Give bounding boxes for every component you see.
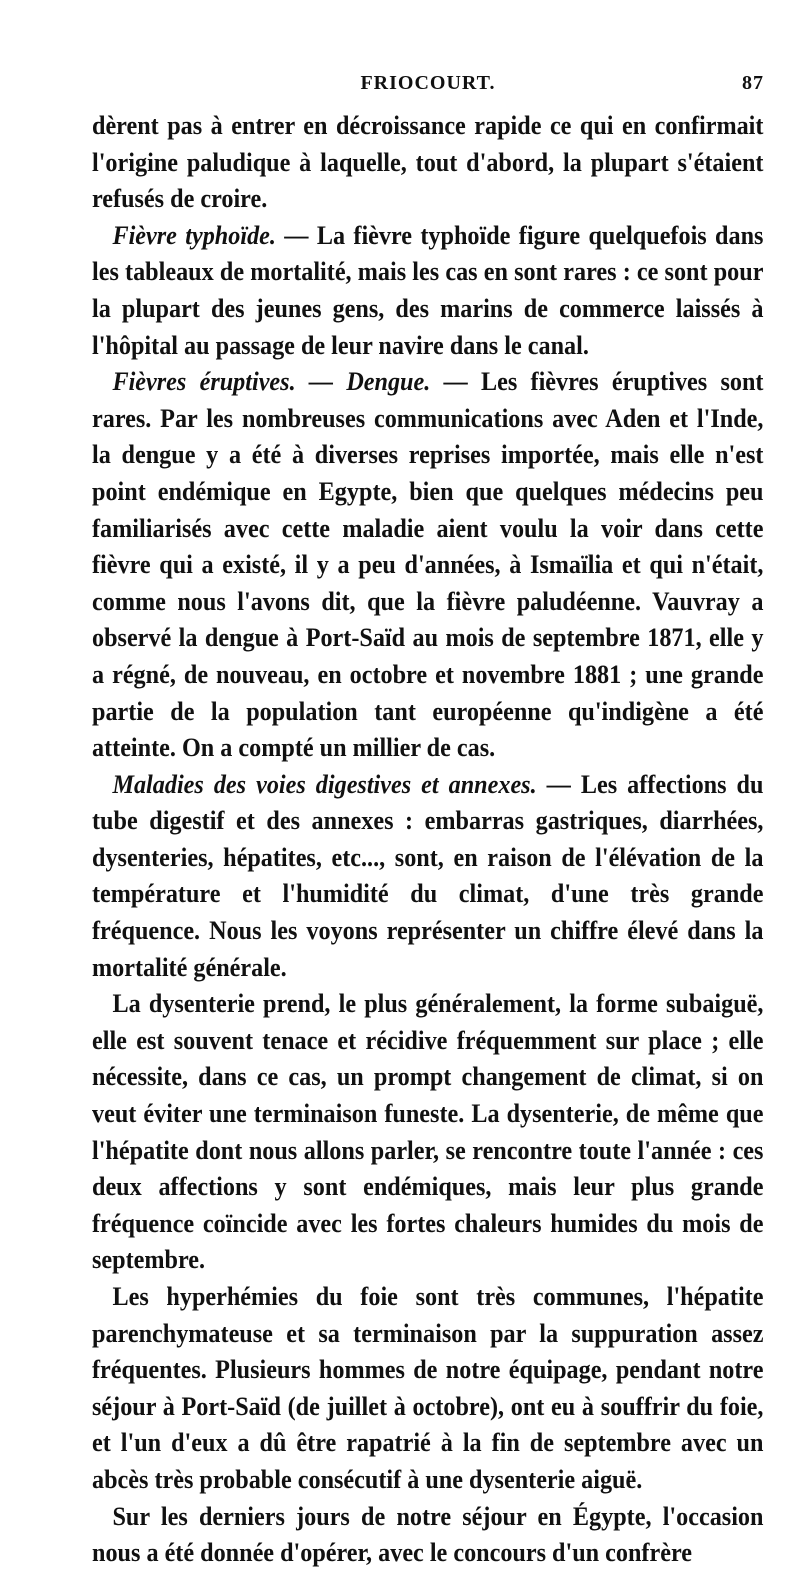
paragraph-dysentery: La dysenterie prend, le plus généralement, la forme subaiguë, elle est souvent tenace et récidive fréquemment sur place ; elle nécessite, dans ce cas, un prompt changement de climat, si on veut éviter une terminaison funeste. La dysenterie, de même que l'hépatite dont nous allons parler, se rencontre toute l'année : ces deux affections y sont endémiques, mais leur plus grande fréquence coïncide avec les fortes chaleurs humides du mois de septembre. (92, 989, 764, 1275)
page-header (92, 72, 764, 98)
paragraph-eruptive-fevers: Fièvres éruptives. — Dengue. — Les fièvres éruptives sont rares. Par les nombreuses communications avec Aden et l'Inde, la dengue y a été à diverses reprises importée, mais elle n'est point endémique en Egypte, bien que quelques médecins peu familiarisés avec cette maladie aient voulu la voir dans cette fièvre qui a existé, il y a peu d'années, à Ismaïlia et qui n'était, comme nous l'avons dit, que la fièvre paludéenne. Vauvray a observé la dengue à Port-Saïd au mois de septembre 1871, elle y a régné, de nouveau, en octobre et novembre 1881 ; une grande partie de la population tant européenne qu'indigène a été atteinte. On a compté un millier de cas. (92, 367, 764, 763)
section-heading: Fièvre typhoïde. (112, 220, 276, 250)
paragraph-typhoid: Fièvre typhoïde. — La fièvre typhoïde figure quelquefois dans les tableaux de mortalité, mais les cas en sont rares : ce sont pour la plupart des jeunes gens, des marins de commerce laissés à l'hôpital au passage de leur navire dans le canal. (92, 220, 764, 360)
paragraph-last: Sur les derniers jours de notre séjour en Égypte, l'occasion nous a été donnée d'opérer, avec le concours d'un confrère (92, 1501, 764, 1568)
paragraph-1: dèrent pas à entrer en décroissance rapide ce qui en confirmait l'origine paludique à laquelle, tout d'abord, la plupart s'étaient refusés de croire. (92, 111, 764, 214)
section-heading: Fièvres éruptives. — Dengue. (112, 367, 431, 397)
page-body (92, 108, 763, 1572)
paragraph-digestive: Maladies des voies digestives et annexes. — Les affections du tube digestif et des annexes : embarras gastriques, diarrhées, dysenteries, hépatites, etc..., sont, en raison de l'élévation de la température et l'humidité du climat, d'une très grande fréquence. Nous les voyons représenter un chiffre élevé dans la mortalité générale. (92, 769, 764, 982)
page-number: 87 (742, 72, 764, 94)
section-heading: Maladies des voies digestives et annexes. (112, 769, 537, 799)
running-title: FRIOCOURT. (360, 72, 496, 94)
paragraph-liver: Les hyperhémies du foie sont très communes, l'hépatite parenchymateuse et sa terminaison par la suppuration assez fréquentes. Plusieurs hommes de notre équipage, pendant notre séjour à Port-Saïd (de juillet à octobre), ont eu à souffrir du foie, et l'un d'eux a dû être rapatrié à la fin de septembre avec un abcès très probable consécutif à une dysenterie aiguë. (92, 1282, 764, 1494)
